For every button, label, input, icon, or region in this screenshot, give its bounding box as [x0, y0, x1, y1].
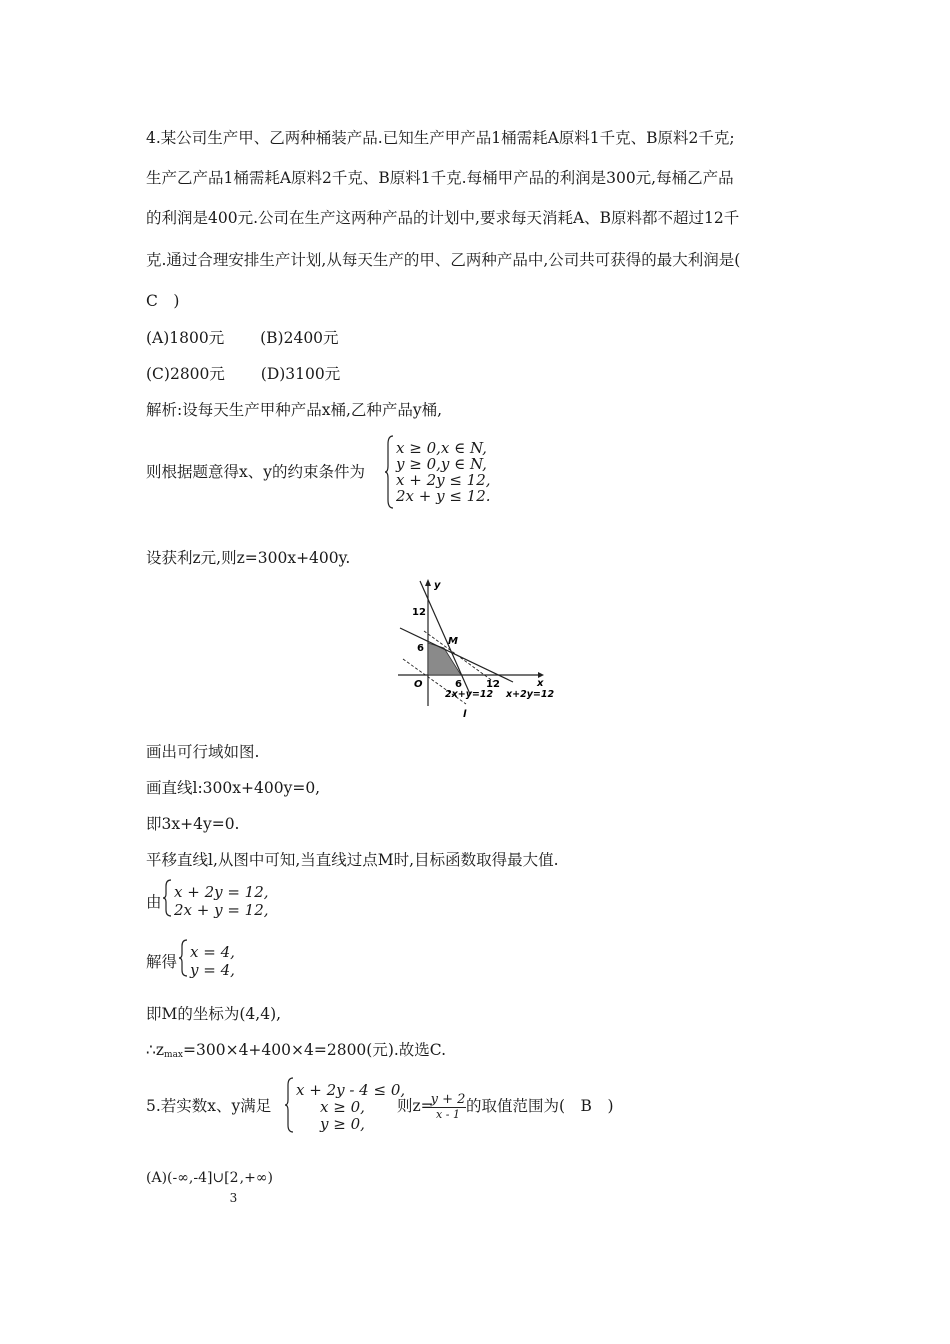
q5-constraint-row: x + 2y - 4 ≤ 0, [296, 1081, 406, 1099]
label-o: O [414, 679, 423, 690]
label-6-y: 6 [417, 643, 424, 654]
q5-option-a-den: 3 [229, 1191, 238, 1205]
q4-solution-intro: 解析:设每天生产甲种产品x桶,乙种产品y桶, [146, 401, 443, 419]
feasible-region-figure [398, 576, 558, 722]
q4-option-b: (B)2400元 [260, 329, 339, 347]
q5-z-label: 则z= [397, 1097, 434, 1115]
q5-suffix: 的取值范围为( B ) [466, 1097, 614, 1115]
label-12-y: 12 [412, 607, 426, 618]
q5-constraint-row: x ≥ 0, [320, 1098, 365, 1116]
q5-constraint-row: y ≥ 0, [320, 1115, 365, 1133]
q4-system2-prefix: 由 [146, 893, 162, 911]
constraint-row: y ≥ 0,y ∈ N, [396, 455, 487, 473]
q4-max-sub: max [164, 1050, 184, 1060]
q4-constraint-prefix: 则根据题意得x、y的约束条件为 [146, 463, 365, 481]
q5-option-a-fraction [229, 1168, 240, 1205]
q4-system2 [162, 884, 282, 920]
q4-option-d: (D)3100元 [260, 365, 341, 383]
q4-system3-prefix: 解得 [146, 953, 178, 971]
q4-constraint-system [384, 440, 504, 512]
y-axis-arrow-icon [425, 579, 431, 586]
q4-system3 [178, 944, 258, 980]
feasible-region [428, 643, 461, 675]
q4-text-line1: 4.某公司生产甲、乙两种桶装产品.已知生产甲产品1桶需耗A原料1千克、B原料2千克; [146, 129, 735, 147]
q4-draw-line: 画直线l:300x+400y=0, [146, 779, 321, 797]
q4-max-value [146, 1040, 446, 1065]
q4-options-row2 [146, 364, 340, 384]
q4-text-line2: 生产乙产品1桶需耗A原料2千克、B原料1千克.每桶甲产品的利润是300元,每桶乙产品 [146, 169, 734, 187]
label-l: l [463, 709, 467, 720]
q4-options-row1 [146, 328, 339, 348]
q4-draw-region: 画出可行域如图. [146, 743, 260, 761]
label-line-x-2y: x+2y=12 [506, 689, 555, 700]
brace-icon [384, 434, 394, 510]
q4-profit-statement: 设获利z元,则z=300x+400y. [146, 549, 351, 567]
system2-row: 2x + y = 12, [174, 901, 269, 919]
brace-icon [162, 878, 172, 918]
constraint-row: x + 2y ≤ 12, [396, 471, 491, 489]
q5-fraction-denominator: x - 1 [430, 1107, 466, 1121]
q4-text-line4: 克.通过合理安排生产计划,从每天生产的甲、乙两种产品中,公司共可获得的最大利润是( [146, 251, 741, 269]
q4-option-a: (A)1800元 [146, 329, 225, 347]
brace-icon [284, 1076, 294, 1134]
q4-m-coordinates: 即M的坐标为(4,4), [146, 1005, 282, 1023]
system3-row: x = 4, [190, 943, 235, 961]
label-x: x [537, 678, 544, 689]
q4-max-calc: =300×4+400×4=2800(元).故选C. [183, 1041, 447, 1059]
label-6-x: 6 [455, 679, 462, 690]
label-y: y [434, 580, 441, 591]
q4-translate-line: 平移直线l,从图中可知,当直线过点M时,目标函数取得最大值. [146, 851, 559, 869]
q5-option-a-part2: ,+∞) [239, 1170, 273, 1186]
q5-option-a [146, 1168, 273, 1205]
q5-fraction-numerator: y + 2 [430, 1092, 466, 1107]
q5-option-a-num: 2 [229, 1170, 239, 1186]
q5-prefix: 5.若实数x、y满足 [146, 1097, 272, 1115]
q5-fraction [430, 1092, 466, 1121]
q4-line-equation: 即3x+4y=0. [146, 815, 240, 833]
q5-option-a-part1: (A)(-∞,-4]∪[ [146, 1170, 230, 1186]
q5-constraint-system [284, 1082, 404, 1138]
brace-icon [178, 938, 188, 978]
q4-answer: C ) [146, 292, 180, 310]
label-m: M [448, 636, 458, 647]
q4-max-z: ∴z [146, 1041, 165, 1059]
q4-text-line3: 的利润是400元.公司在生产这两种产品的计划中,要求每天消耗A、B原料都不超过12千 [146, 209, 740, 227]
system3-row: y = 4, [190, 961, 235, 979]
q4-option-c: (C)2800元 [146, 365, 225, 383]
label-12-x: 12 [486, 679, 500, 690]
constraint-row: 2x + y ≤ 12. [396, 487, 491, 505]
label-line-2x-y: 2x+y=12 [445, 689, 494, 700]
constraint-row: x ≥ 0,x ∈ N, [396, 439, 487, 457]
system2-row: x + 2y = 12, [174, 883, 269, 901]
